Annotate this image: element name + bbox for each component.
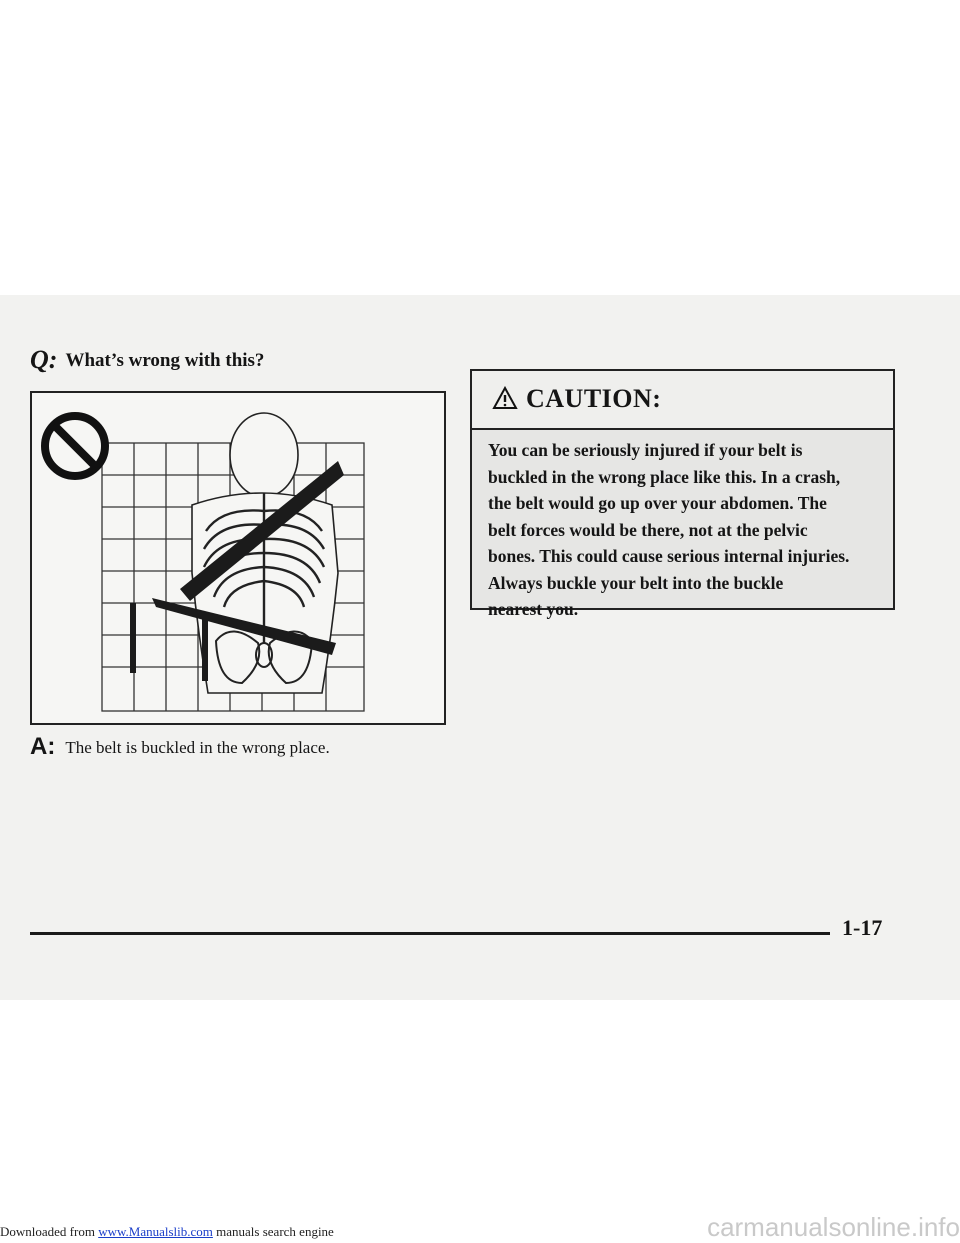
- seatbelt-figure: [30, 391, 446, 725]
- prohibited-icon: [45, 416, 105, 476]
- skeleton-seatbelt-illustration: [32, 393, 444, 723]
- answer-line: [30, 733, 330, 761]
- footer-rule: [30, 932, 830, 935]
- question-line: [30, 345, 264, 375]
- download-footer: [0, 1224, 334, 1240]
- caution-title-text: CAUTION:: [526, 384, 662, 413]
- watermark: carmanualsonline.info: [707, 1212, 960, 1242]
- page-number: 1-17: [842, 915, 883, 940]
- caution-line: the belt would go up over your abdomen. The: [488, 493, 827, 513]
- answer-marker: A:: [30, 733, 56, 760]
- manualslib-link[interactable]: www.Manualslib.com: [98, 1224, 213, 1239]
- caution-line: nearest you.: [488, 599, 579, 619]
- caution-title: [492, 384, 661, 414]
- caution-line: belt forces would be there, not at the pelvic: [488, 519, 808, 540]
- footer-suffix: manuals search engine: [212, 1224, 334, 1239]
- warning-triangle-icon: [492, 386, 518, 410]
- answer-text: The belt is buckled in the wrong place.: [65, 738, 330, 757]
- question-text: What’s wrong with this?: [65, 350, 265, 371]
- caution-box: [470, 369, 895, 619]
- question-marker: Q:: [30, 345, 58, 374]
- caution-line: Always buckle your belt into the buckle: [488, 572, 784, 593]
- caution-text: [488, 437, 883, 623]
- footer-prefix: Downloaded from: [0, 1224, 99, 1239]
- caution-line: buckled in the wrong place like this. In a crash,: [488, 466, 841, 487]
- caution-line: bones. This could cause serious internal injuries.: [488, 546, 850, 566]
- caution-line: You can be seriously injured if your belt is: [488, 440, 803, 460]
- caution-header: [472, 371, 893, 430]
